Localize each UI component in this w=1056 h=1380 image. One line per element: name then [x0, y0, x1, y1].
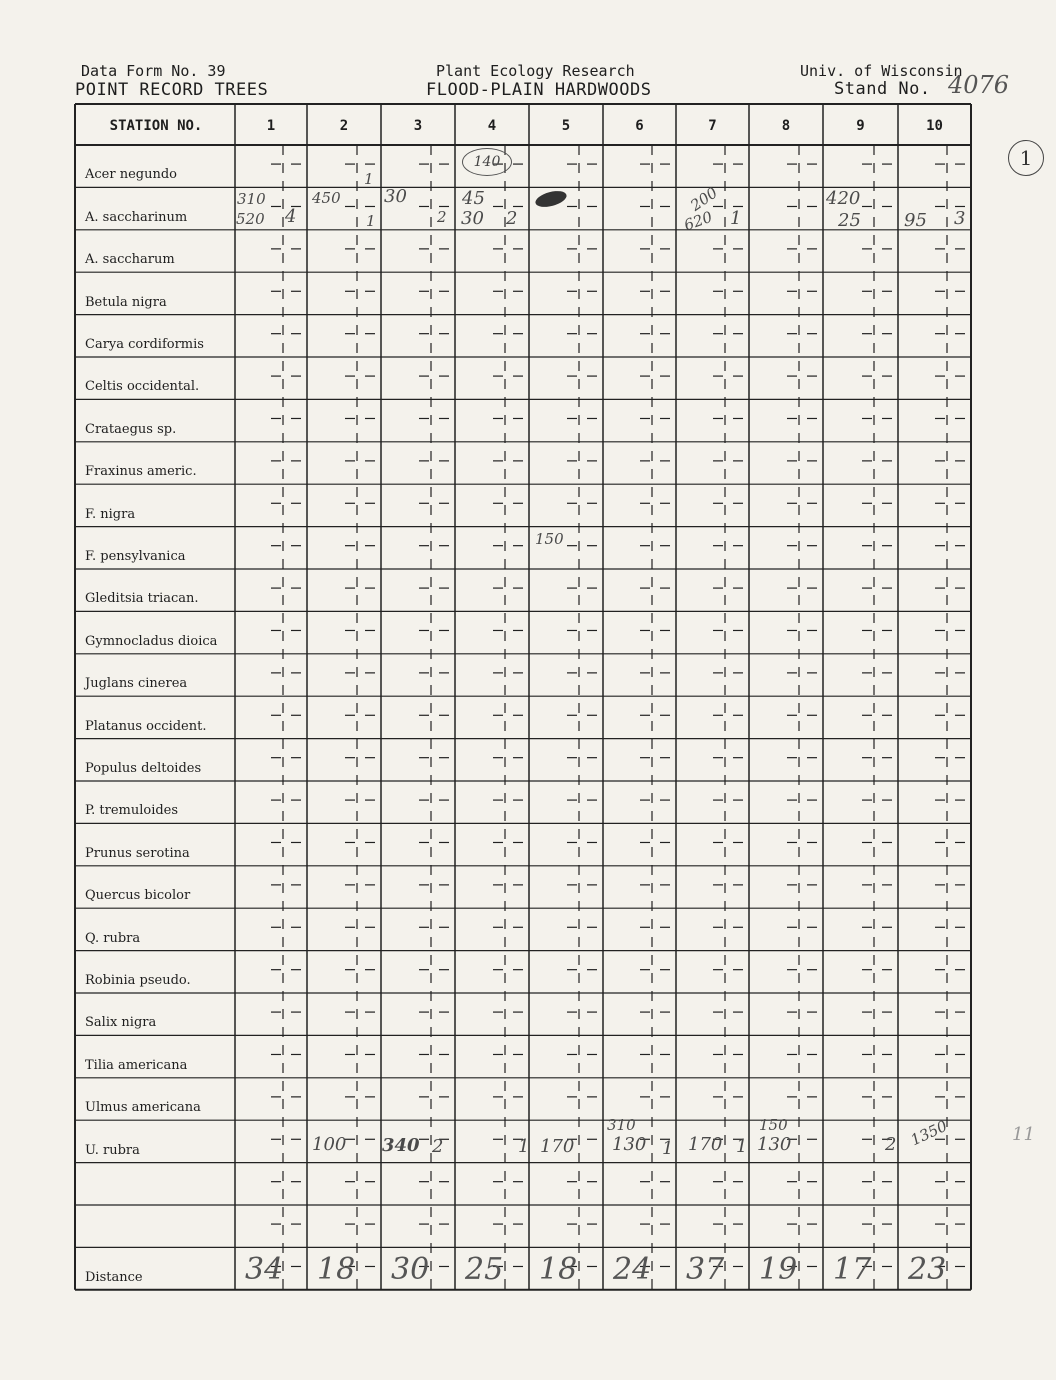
species-label: Platanus occident. — [85, 718, 207, 734]
distance-value-station-2: 18 — [317, 1252, 356, 1288]
form-number: Data Form No. 39 — [81, 62, 226, 80]
species-label: U. rubra — [85, 1142, 140, 1158]
species-label: Robinia pseudo. — [85, 973, 191, 988]
entry-urubra-s2: 100 — [312, 1134, 347, 1155]
species-label: A. saccharinum — [85, 209, 188, 225]
station-header-9: 9 — [856, 118, 865, 134]
entry-urubra-s7: 170 — [688, 1134, 723, 1155]
entry-fpens-s5: 150 — [535, 530, 564, 548]
species-label: P. tremuloides — [85, 803, 179, 819]
page-mark: 1 — [1008, 140, 1044, 176]
station-header-5: 5 — [561, 118, 571, 134]
entry-urubra-s4-count: 1 — [518, 1136, 530, 1157]
stand-label: Stand No. — [834, 79, 931, 99]
entry-sacch-s9-bottom: 25 — [838, 210, 861, 231]
distance-value-station-10: 23 — [908, 1252, 947, 1288]
species-label: Betula nigra — [85, 294, 167, 310]
entry-urubra-s3: 340 — [382, 1135, 420, 1156]
station-header-2: 2 — [339, 118, 349, 134]
species-label: Ulmus americana — [85, 1100, 201, 1116]
entry-urubra-s8-top: 150 — [759, 1116, 788, 1134]
entry-sacch-s1-count: 4 — [285, 206, 297, 227]
species-label: Acer negundo — [85, 167, 177, 183]
species-label: Juglans cinerea — [85, 676, 188, 692]
distance-value-station-1: 34 — [245, 1252, 284, 1288]
entry-sacch-s7-bottom: 620 — [681, 207, 715, 235]
entry-sacch-s7-top: 200 — [687, 183, 721, 215]
station-header-10: 10 — [926, 118, 943, 134]
entry-sacch-s3-top: 30 — [384, 186, 407, 207]
species-label: Distance — [85, 1269, 143, 1285]
forest-type-title: FLOOD-PLAIN HARDWOODS — [426, 80, 652, 100]
entry-urubra-s6-count: 1 — [662, 1138, 674, 1159]
species-label: Fraxinus americ. — [85, 464, 197, 480]
species-label: A. saccharum — [85, 252, 175, 268]
species-label: Gleditsia triacan. — [85, 591, 199, 607]
entry-sacch-s4-count: 2 — [506, 208, 518, 229]
entry-urubra-s3-count: 2 — [432, 1136, 444, 1157]
entry-sacch-s7-count: 1 — [730, 208, 742, 229]
distance-value-station-4: 25 — [465, 1252, 504, 1288]
entry-urubra-s6-bottom: 130 — [612, 1134, 647, 1155]
entry-urubra-s8-bottom: 130 — [757, 1134, 792, 1155]
distance-value-station-9: 17 — [833, 1252, 872, 1288]
entry-sacch-s9-top: 420 — [826, 188, 861, 209]
entry-sacch-s2-count: 1 — [366, 212, 376, 230]
entry-urubra-s9-count: 2 — [885, 1134, 897, 1155]
species-label: F. nigra — [85, 506, 136, 522]
species-label: Gymnocladus dioica — [85, 633, 218, 649]
distance-value-station-3: 30 — [391, 1252, 430, 1288]
entry-sacch-s4-top: 45 — [462, 188, 485, 209]
organization-name: Plant Ecology Research — [436, 62, 635, 80]
entry-sacch-s10-count: 3 — [954, 208, 966, 229]
station-header-7: 7 — [708, 118, 717, 134]
entry-sacch-s1-bottom: 520 — [236, 210, 265, 228]
distance-value-station-7: 37 — [686, 1252, 725, 1288]
species-label: Crataegus sp. — [85, 421, 177, 437]
species-label: Prunus serotina — [85, 845, 190, 861]
entry-sacch-s2-top: 450 — [312, 189, 341, 207]
species-label: Carya cordiformis — [85, 337, 204, 352]
entry-urubra-margin: 11 — [1012, 1124, 1035, 1145]
species-label: Populus deltoides — [85, 761, 202, 776]
entry-urubra-s6-top: 310 — [607, 1116, 636, 1134]
station-header-8: 8 — [781, 118, 791, 134]
form-title: POINT RECORD TREES — [75, 80, 269, 100]
entry-acer-negundo-s2-count: 1 — [364, 170, 374, 188]
distance-value-station-6: 24 — [613, 1252, 652, 1288]
species-label: Quercus bicolor — [85, 888, 191, 904]
species-label: Salix nigra — [85, 1015, 157, 1031]
entry-sacch-s10-top: 95 — [904, 210, 927, 231]
station-header-4: 4 — [487, 118, 497, 134]
entry-acer-negundo-s4-circled: 140 — [462, 148, 512, 176]
entry-sacch-s4-bottom: 30 — [461, 208, 484, 229]
species-label: Q. rubra — [85, 930, 141, 946]
species-label: F. pensylvanica — [85, 549, 186, 564]
station-header-label: STATION NO. — [109, 118, 203, 134]
distance-value-station-8: 19 — [759, 1252, 798, 1288]
species-label: Celtis occidental. — [85, 379, 200, 395]
entry-sacch-s3-count: 2 — [437, 208, 447, 226]
station-header-1: 1 — [266, 118, 276, 134]
entry-urubra-s7-count: 1 — [736, 1136, 748, 1157]
entry-urubra-s10: 1350 — [907, 1116, 950, 1150]
entry-sacch-s1-top: 310 — [237, 190, 266, 208]
station-header-3: 3 — [413, 118, 423, 134]
university-name: Univ. of Wisconsin — [800, 62, 963, 80]
species-label: Tilia americana — [85, 1057, 188, 1073]
distance-value-station-5: 18 — [539, 1252, 578, 1288]
stand-number: 4076 — [948, 71, 1010, 99]
station-header-6: 6 — [635, 118, 644, 134]
entry-urubra-s5: 170 — [540, 1136, 575, 1157]
